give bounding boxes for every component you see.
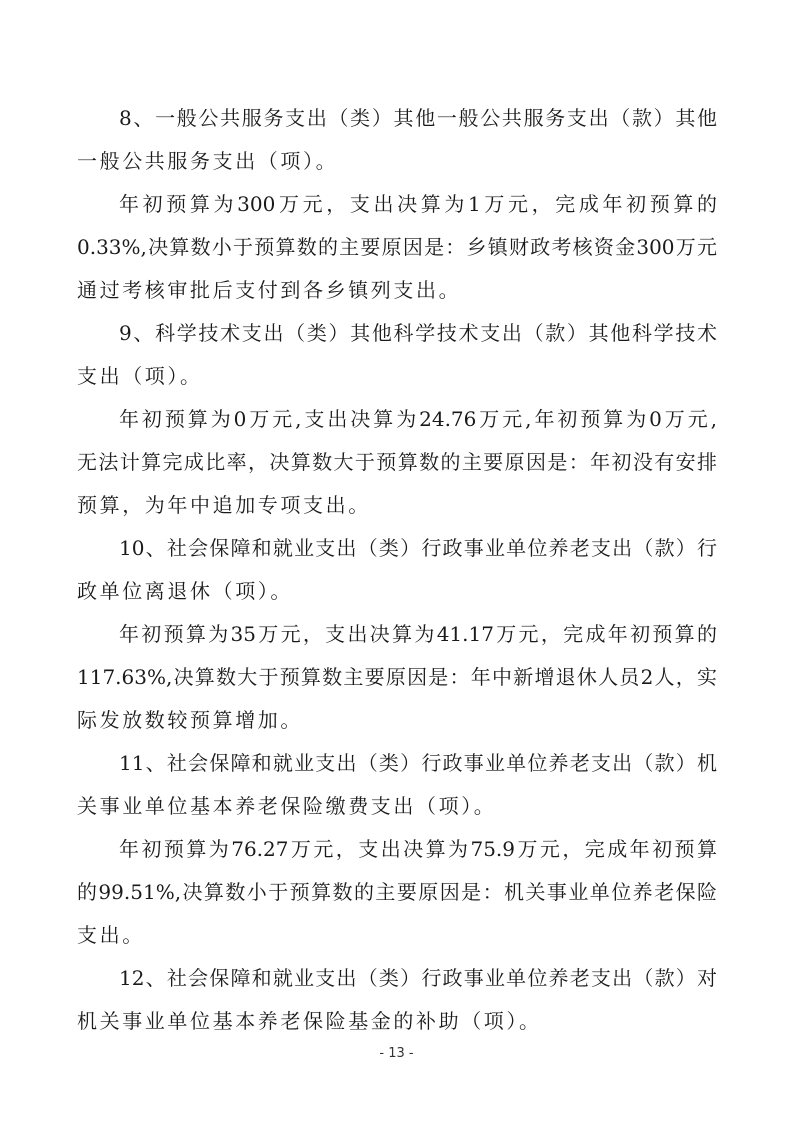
item-11-heading-cont: 关事业单位基本养老保险缴费支出（项）。 (77, 794, 497, 818)
item-12-heading-cont: 机关事业单位基本养老保险基金的补助（项）。 (77, 1009, 542, 1033)
item-8-body: 年初预算为300万元，支出决算为1万元，完成年初预算的 (119, 192, 717, 216)
item-8-heading: 8、一般公共服务支出（类）其他一般公共服务支出（款）其他 (119, 106, 717, 130)
item-8-heading-cont: 一般公共服务支出（项）。 (77, 149, 339, 173)
item-10-heading-cont: 政单位离退休（项）。 (77, 579, 293, 603)
item-10-body-cont-1: 117.63%,决算数大于预算数主要原因是：年中新增退休人员2人，实 (77, 665, 717, 689)
item-8-body-cont-1: 0.33%,决算数小于预算数的主要原因是：乡镇财政考核资金300万元 (77, 235, 717, 259)
item-9-heading-cont: 支出（项）。 (77, 364, 203, 388)
item-10-heading: 10、社会保障和就业支出（类）行政事业单位养老支出（款）行 (119, 536, 717, 560)
item-12-heading: 12、社会保障和就业支出（类）行政事业单位养老支出（款）对 (119, 966, 717, 990)
item-11-heading: 11、社会保障和就业支出（类）行政事业单位养老支出（款）机 (119, 751, 717, 775)
item-11-body-cont-1: 的99.51%,决算数小于预算数的主要原因是：机关事业单位养老保险 (77, 880, 717, 904)
item-8-body-cont-2: 通过考核审批后支付到各乡镇列支出。 (77, 278, 462, 302)
item-9-body-cont-1: 无法计算完成比率，决算数大于预算数的主要原因是：年初没有安排 (77, 450, 717, 474)
item-9-body-cont-2: 预算，为年中追加专项支出。 (77, 493, 371, 517)
item-9-heading: 9、科学技术支出（类）其他科学技术支出（款）其他科学技术 (119, 321, 717, 345)
item-11-body: 年初预算为76.27万元，支出决算为75.9万元，完成年初预算 (119, 837, 717, 861)
item-9-body: 年初预算为0万元,支出决算为24.76万元,年初预算为0万元, (119, 407, 717, 431)
item-10-body: 年初预算为35万元，支出决算为41.17万元，完成年初预算的 (119, 622, 717, 646)
page-number: - 13 - (379, 1046, 414, 1061)
item-10-body-cont-2: 际发放数较预算增加。 (77, 708, 303, 732)
item-11-body-cont-2: 支出。 (77, 923, 145, 947)
